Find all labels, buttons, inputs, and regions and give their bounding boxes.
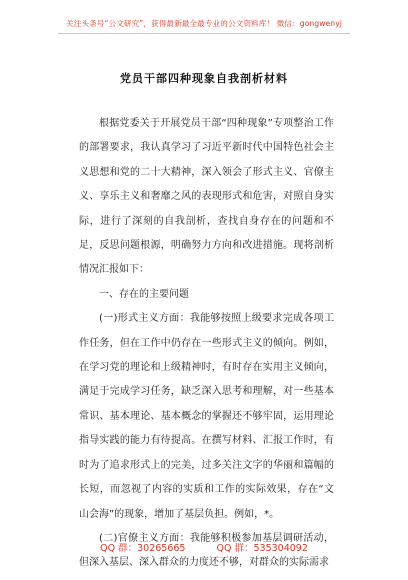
footer-qq-group-left: QQ 群：30265665	[100, 543, 186, 554]
section-heading: 一、存在的主要问题	[99, 288, 189, 300]
header-divider	[58, 33, 350, 34]
intro-paragraph: 根据党委关于开展党员干部“四种现象”专项整治工作的部署要求，我认真学习了习近平新时代中国特色社会主义思想和党的二十大精神，深入领会了形式主义、官僚主义、享乐主义和奢靡之风的表现形式和危害，对照自身实际，进行了深刻的自我剖析，查找自身存在的问题和不足，反思问题根源，明确努力方向和改进措施。现将剖析情况汇报如下：	[79, 118, 334, 276]
document-body	[79, 112, 334, 576]
footer	[0, 540, 408, 554]
document-title: 党员干部四种现象自我剖析材料	[120, 72, 288, 85]
footer-qq-group-right: QQ 群：535304092	[216, 543, 308, 554]
header-banner: 关注头条号“公文研究”，获得最新最全最专业的公文资料库！ 微信：gongwenyj	[66, 19, 342, 28]
bureaucracy-paragraph: (二)官僚主义方面：我能够积极参加基层调研活动，但深入基层、深入群众的力度还不够，对群众的实际需求	[79, 532, 334, 569]
formalism-paragraph: (一)形式主义方面：我能够按照上级要求完成各项工作任务，但在工作中仍存在一些形式主义的倾向。例如，在学习党的理论和上级精神时，有时存在实用主义倾向，满足于完成学习任务，缺乏深入思考和理解，对一些基本常识、基本理论、基本概念的掌握还不够牢固，运用理论指导实践的能力有待提高。在撰写材料、汇报工作时，有时为了追求形式上的完美，过多关注文字的华丽和篇幅的长短，而忽视了内容的实质和工作的实际效果，存在“文山会海”的现象，增加了基层负担。例如，*。	[79, 313, 334, 520]
